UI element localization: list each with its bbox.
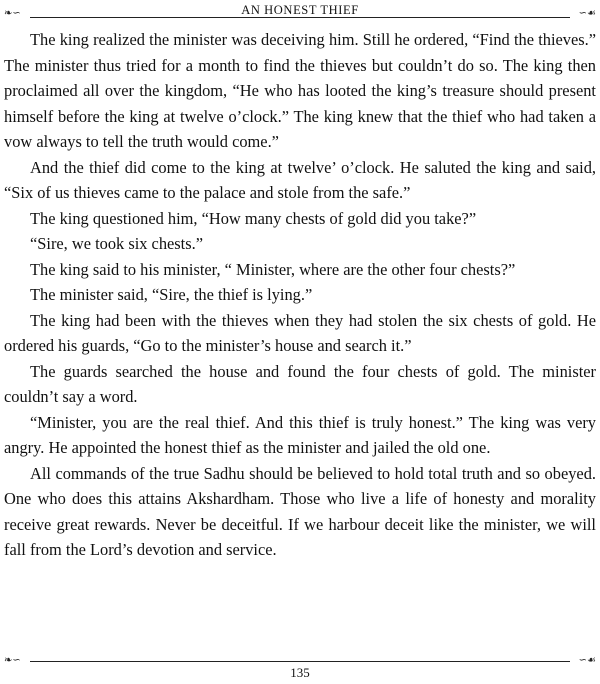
- paragraph: All commands of the true Sadhu should be believed to hold total truth and so obeyed. One who does this attains Akshardham. Those who live a life of honesty and morality receive great rewards. Never be deceitful. If we harbour deceit like the minister, we will fall from the Lord’s devotion and service.: [4, 463, 596, 559]
- chapter-text: [4, 27, 596, 563]
- page-number: 135: [290, 665, 310, 680]
- paragraph: The king realized the minister was deceiving him. Still he ordered, “Find the thieves.” The minister thus tried for a month to find the thieves but couldn’t do so. The king then proclaimed all over the kingdom, “He who has looted the king’s treasure should present himself before the king at twelve o’clock.” The king knew that the thief who had taken a vow always to tell the truth would come.”: [4, 30, 596, 151]
- paragraph: And the thief did come to the king at twelve’ o’clock. He saluted the king and said, “Six of us thieves came to the palace and stole from the safe.”: [4, 157, 596, 202]
- paragraph: The minister said, “Sire, the thief is lying.”: [30, 285, 313, 304]
- left-ornament-icon: ❧∽: [4, 8, 21, 19]
- running-title: AN HONEST THIEF: [241, 3, 359, 17]
- paragraph: The king had been with the thieves when they had stolen the six chests of gold. He ordered his guards, “Go to the minister’s house and search it.”: [4, 310, 596, 355]
- right-ornament-icon: ∽☙: [578, 655, 596, 666]
- page-header: [0, 0, 600, 22]
- paragraph: The king said to his minister, “ Minister, where are the other four chests?”: [30, 259, 516, 279]
- paragraph: “Sire, we took six chests.”: [30, 234, 203, 253]
- paragraph: The guards searched the house and found the four chests of gold. The minister couldn’t say a word.: [4, 361, 596, 406]
- right-ornament-icon: ∽☙: [578, 8, 596, 19]
- left-ornament-icon: ❧∽: [4, 655, 21, 666]
- paragraph: “Minister, you are the real thief. And this thief is truly honest.” The king was very angry. He appointed the honest thief as the minister and jailed the old one.: [4, 412, 596, 457]
- footer-rule: [30, 661, 570, 662]
- page-footer: [0, 655, 600, 684]
- paragraph: The king questioned him, “How many chests of gold did you take?”: [30, 208, 477, 228]
